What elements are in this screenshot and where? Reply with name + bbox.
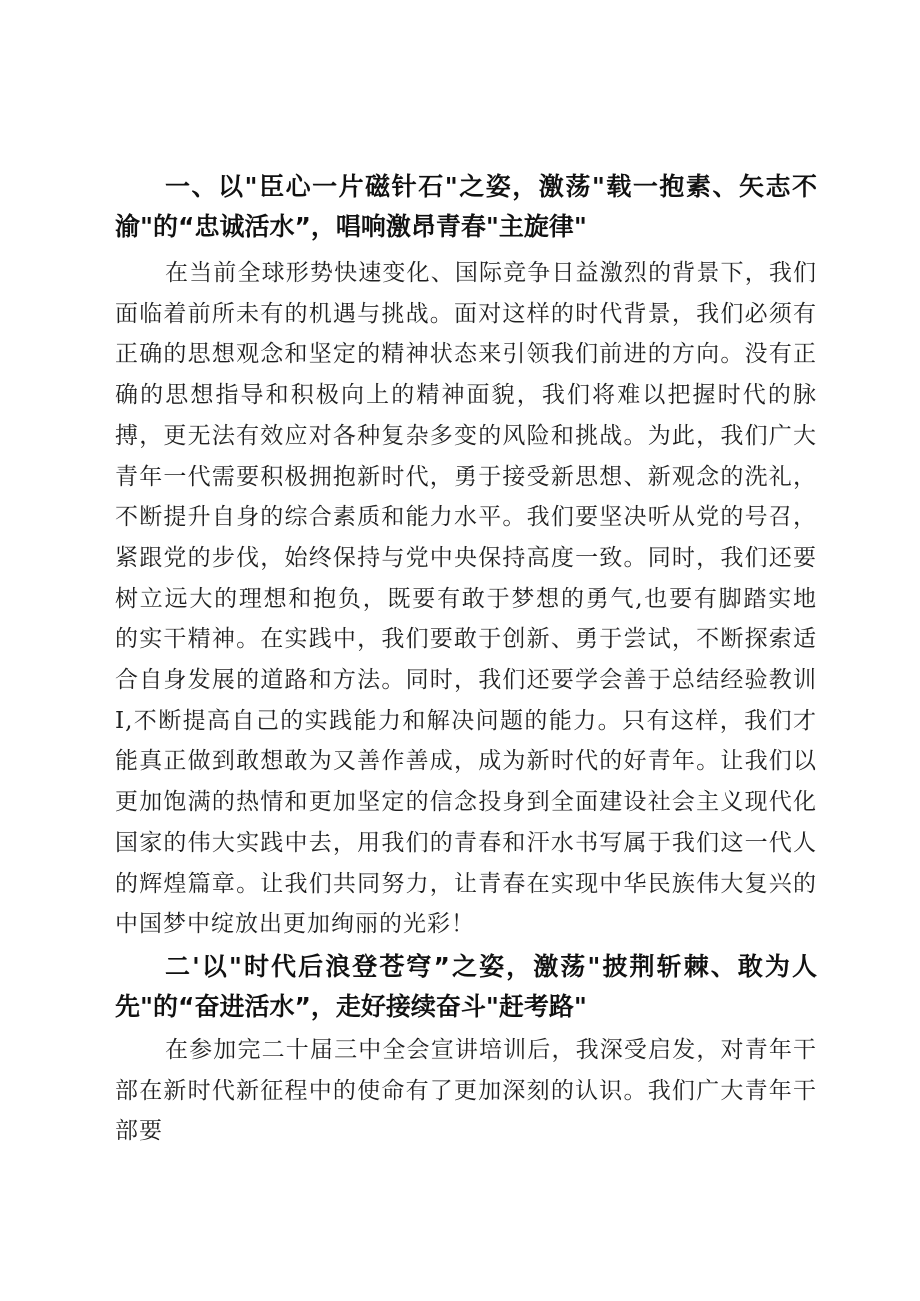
section-heading-1: 一、以"臣心一片磁针石"之姿，激荡"载一抱素、矢志不渝"的“忠诚活水”，唱响激昂青春"主旋律": [115, 172, 817, 241]
section-heading-2: 二'以"时代后浪登苍穹”之姿，激荡"披荆斩棘、敢为人先"的“奋进活水”，走好接续奋斗"赶考路": [115, 951, 817, 1021]
section-paragraph-2: 在参加完二十届三中全会宣讲培训后，我深受启发，对青年干部在新时代新征程中的使命有了更加深刻的认识。我们广大青年干部要: [115, 1036, 817, 1145]
document-content: [115, 160, 817, 1152]
section-paragraph-1: 在当前全球形势快速变化、国际竞争日益激烈的背景下，我们面临着前所未有的机遇与挑战。面对这样的时代背景，我们必须有正确的思想观念和坚定的精神状态来引领我们前进的方向。没有正确的思想指导和积极向上的精神面貌，我们将难以把握时代的脉搏，更无法有效应对各种复杂多变的风险和挑战。为此，我们广大青年一代需要积极拥抱新时代，勇于接受新思想、新观念的洗礼，不断提升自身的综合素质和能力水平。我们要坚决听从党的号召，紧跟党的步伐，始终保持与党中央保持高度一致。同时，我们还要树立远大的理想和抱负，既要有敢于梦想的勇气,也要有脚踏实地的实干精神。在实践中，我们要敢于创新、勇于尝试，不断探索适合自身发展的道路和方法。同时，我们还要学会善于总结经验教训I,不断提高自己的实践能力和解决问题的能力。只有这样，我们才能真正做到敢想敢为又善作善成，成为新时代的好青年。让我们以更加饱满的热情和更加坚定的信念投身到全面建设社会主义现代化国家的伟大实践中去，用我们的青春和汗水书写属于我们这一代人的辉煌篇章。让我们共同努力，让青春在实现中华民族伟大复兴的中国梦中绽放出更加绚丽的光彩！: [115, 260, 817, 938]
